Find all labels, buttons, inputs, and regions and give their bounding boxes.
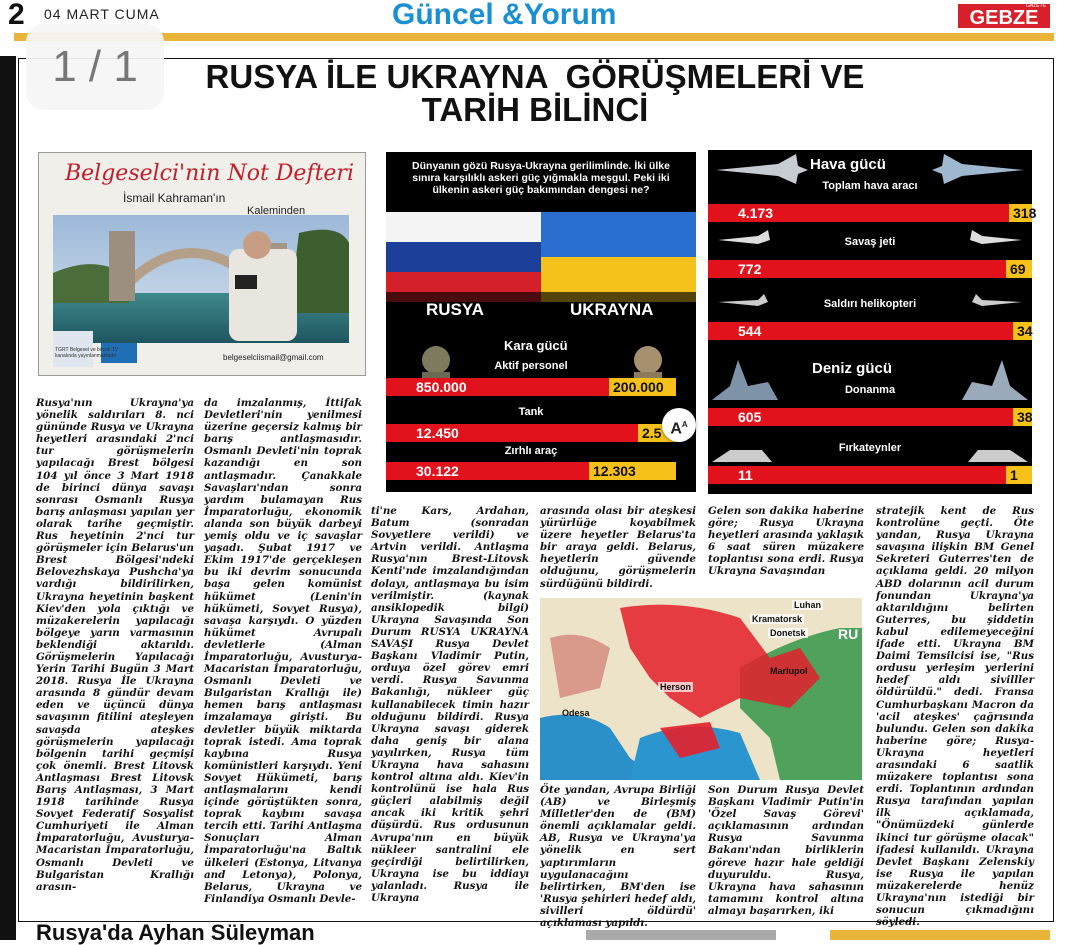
- russia-value: 772: [738, 261, 762, 277]
- headline-line-1: RUSYA İLE UKRAYNA GÖRÜŞMELERİ VE: [205, 58, 865, 95]
- stat-label: Toplam hava aracı: [822, 180, 918, 192]
- stat-label: Donanma: [844, 384, 896, 396]
- russia-value: 850.000: [416, 379, 467, 395]
- infographic-intro: Dünyanın gözü Rusya-Ukrayna gerilimlinde. İki ülke sınıra karşılıklı askeri güç yığmakla meşgul. Peki iki ülkenin askeri güç bakımından dengesi ne?: [412, 160, 670, 196]
- bottom-rule: [830, 930, 1050, 940]
- column-subtitle: Kaleminden: [247, 205, 306, 217]
- column-caption: TGRT Belgesel ve birçok TV kanalında yayınlanmaktadır: [55, 347, 119, 359]
- stat-label: Fırkateynler: [838, 442, 902, 454]
- ukraine-value: 318: [1013, 205, 1037, 221]
- ukraine-value: 200.000: [613, 379, 664, 395]
- column-title: Belgeselci'nin Not Defteri: [65, 161, 354, 186]
- map-label: Donetsk: [770, 628, 806, 638]
- logo-small-text: GAZETE: [1025, 3, 1046, 9]
- stat-label: Zırhlı araç: [504, 445, 558, 457]
- russia-value: 11: [738, 467, 753, 483]
- air-forces-title: Hava gücü: [810, 156, 886, 173]
- font-size-glyph: A: [670, 420, 682, 438]
- land-forces-title: Kara gücü: [504, 338, 568, 353]
- logo-text: GEBZE: [969, 7, 1039, 29]
- war-map: [540, 598, 862, 780]
- header-rule: [14, 33, 1054, 41]
- section-title: Güncel &Yorum: [392, 0, 617, 31]
- ukraine-value: 2.5: [642, 425, 662, 441]
- issue-date: 04 MART CUMA: [44, 6, 160, 22]
- map-label: Odesa: [562, 708, 590, 718]
- ukraine-value: 12.303: [593, 463, 636, 479]
- map-label: Mariupol: [770, 666, 808, 676]
- column-banner-graphic: [39, 153, 365, 375]
- russia-value: 30.122: [416, 463, 459, 479]
- article-column-5-top: Gelen son dakika haberine göre; Rusya Ukrayna heyetleri arasında yaklaşık 6 saat süren müzakere toplantısı sona erdi. Rusya Ukrayna Savaşından: [708, 505, 864, 578]
- stat-label: Savaş jeti: [844, 236, 896, 248]
- bottom-image-edge: [586, 930, 776, 940]
- article-column-1: Rusya'nın Ukrayna'ya yönelik saldırıları 8. nci gününde Rusya ve Ukrayna heyetleri arasındaki 2'nci tur görüşmelerin yapılacağı Brest bölgesi 104 yıl önce 3 Mart 1918 de birinci dünya savaşı sonrası Osmanlı Rusya barış anlaşması yapılan yer olarak tarihe geçmiştir. Rus heyetinin 2'nci tur görüşmeler için Belarus'un Brest Bölgesi'ndeki Belovezhskaya Pushcha'ya vardığı bildirilirken, Ukrayna heyetinin başkent Kiev'den yola çıktığı ve müzakerelerin yapılacağı bölgeye yarın varmasının beklendiği aktarıldı. Görüşmelerin Yapılacağı Yerin Tarihi Bugün 3 Mart 2018. Rusya İle Ukrayna arasında 8 gündür devam eden ve üçüncü dünya savaşının fitilini ateşleyen savaşda ateşkes görüşmelerin yapılacağı bölgenin tarihi geçmişi çok önemli. Brest Litovsk Antlaşması Brest Litovsk Barış Antlaşması, 3 Mart 1918 tarihinde Rusya Sovyet Federatif Sosyalist Cumhuriyeti ile Alman İmparatorluğu, Avusturya-Macaristan İmparatorluğu, Osmanlı Devleti ve Bulgaristan Krallığı arasın-: [36, 397, 194, 893]
- ukraine-value: 1: [1010, 467, 1018, 483]
- newspaper-logo: [958, 4, 1050, 28]
- column-email: belgeselciismail@gmail.com: [223, 353, 324, 362]
- article-column-3: ti'ne Kars, Ardahan, Batum (sonradan Sovyetlere verildi) ve Artvin verildi. Antlaşma Rusya'nın Brest-Litovsk Kenti'nde imzalandığından dolayı, antlaşmaya bu isim verilmiştir. (kaynak ansiklopedik bilgi) Ukrayna Savaşında Son Durum RUSYA UKRAYNA SAVAŞI Rusya Devlet Başkanı Vladimir Putin, orduya özel görev emri verdi. Rusya Savunma Bakanlığı, nükleer güç kullanabilecek timin hazır olduğunu bildirdi. Rusya Ukrayna savaşı giderek daha geniş bir alana yayılırken, Rusya tüm Ukrayna hava sahasını kontrol altına aldı. Kiev'in kontrolünü ise hala Rus güçleri alabilmiş değil ancak iki kritik şehri düşürdü. Rus ordusunun Avrupa'nın en büyük nükleer santralini ele geçirdiği belirtilirken, Ukrayna ise bu iddiayı yalanladı. Rusya ile Ukrayna: [371, 505, 529, 904]
- page-indicator[interactable]: 1 / 1: [26, 24, 164, 110]
- font-size-button[interactable]: $A^A$: [662, 408, 696, 442]
- article-column-4-top: arasında olası bir ateşkesi yürürlüğe koyabilmek üzere heyetler Belarus'ta bir araya geldi. Belarus, heyetlerin güvende olduğunu, görüşmelerin sürdüğünü bildirdi.: [540, 505, 696, 590]
- article-column-4-bottom: Öte yandan, Avrupa Birliği (AB) ve Birleşmiş Milletler'den de (BM) önemli açıklamalar geldi. AB, Rusya ve Ukrayna'ya yönelik en sert yaptırımların uygulanacağını belirtirken, BM'den ise 'Rusya şehirleri hedef aldı, sivilleri öldürdü' açıklaması yapıldı.: [540, 784, 696, 930]
- column-banner-image: [38, 152, 366, 376]
- russia-value: 12.450: [416, 425, 459, 441]
- ukraine-value: 69: [1010, 261, 1026, 277]
- country-ukraine: UKRAYNA: [570, 300, 654, 319]
- page-number: 2: [8, 0, 25, 31]
- ukraine-value: 38: [1017, 409, 1033, 425]
- infographic-land-forces: [386, 152, 696, 492]
- country-russia: RUSYA: [426, 300, 484, 319]
- stat-label: Tank: [518, 406, 544, 418]
- infographic-air-naval-forces: [708, 150, 1037, 494]
- map-label: RU: [838, 626, 859, 642]
- map-label: Luhan: [794, 600, 821, 610]
- headline-line-2: TARİH BİLİNCİ: [421, 91, 649, 128]
- war-map-graphic: [540, 598, 862, 780]
- stat-label: Saldırı helikopteri: [823, 298, 917, 310]
- naval-forces-title: Deniz gücü: [812, 360, 893, 377]
- map-label: Herson: [660, 682, 692, 692]
- article-column-5-bottom: Son Durum Rusya Devlet Başkanı Vladimir Putin'in 'Özel Savaş Görevi' açıklamasının ardından Rusya Savunma Bakanı'ndan birliklerin göreve hazır hale geldiği duyuruldu. Rusya, Ukrayna hava sahasının tamamını kontrol altına almayı başarırken, iki: [708, 784, 864, 917]
- map-label: Kramatorsk: [752, 614, 803, 624]
- russia-value: 544: [738, 323, 762, 339]
- headline: [110, 60, 960, 126]
- article-column-2: da imzalanmış, İttifak Devletleri'nin yenilmesi üzerine geçersiz kalmış bir barış antlaşmasıdır. Osmanlı Devleti'nin toprak kazandığı en son antlaşmadır. Çanakkale Savaşları'ndan sonra yardım bulamayan Rus İmparatorluğu, ekonomik alanda son büyük darbeyi yemiş oldu ve iç savaşlar yaşadı. Şubat 1917 ve Ekim 1917'de gerçekleşen bu iki devrim sonucunda başa gelen komünist hükümet (Lenin'in hükümeti, Sovyet Rusya), savaşa karşıydı. O yüzden hükümet Avrupalı devletlerle (Alman İmparatorluğu, Avusturya-Macaristan İmparatorluğu, Osmanlı Devleti ve Bulgaristan Krallığı ile) hemen barış antlaşması imzalamaya girişti. Bu devletler büyük miktarda toprak istedi. Ama toprak kaybına Rusya komünistleri karşıydı. Yeni Sovyet Hükümeti, barış antlaşmalarını kendi içinde görüştükten sonra, toprak kaybını savaşa tercih etti. Tarihi Antlaşma Sonuçları Alman İmparatorluğu'na Baltık ülkeleri (Estonya, Litvanya and Letonya), Polonya, Belarus, Ukrayna ve Finlandiya Osmanlı Devle-: [204, 397, 362, 905]
- ukraine-value: 34: [1017, 323, 1033, 339]
- next-article-title: Rusya'da Ayhan Süleyman: [36, 920, 315, 945]
- russia-value: 4.173: [738, 205, 774, 221]
- column-author: İsmail Kahraman'ın: [123, 191, 226, 205]
- article-column-6: stratejik kent de Rus kontrolüne geçti. Öte yandan, Rusya Ukrayna savaşına ilişkin BM Genel Sekreteri Guterres'ten de açıklama geldi. 20 milyon ABD dolarının acil durum fonundan Ukrayna'ya aktarıldığını belirten Guterres, bu şiddetin kabul edilemeyeceğini ifade etti. Ukrayna BM Daimi Temsilcisi ise, "Rus ordusu yerleşim yerlerini hedef aldı sivilller öldürüldü." dedi. Fransa Cumhurbaşkanı Macron da 'acil ateşkes' çağrısında bulundu. Gelen son dakika haberine göre; Rusya-Ukrayna heyetleri arasındaki 6 saatlik müzakere toplantısı sona erdi. Toplantının ardından Rusya tarafından yapılan ilk açıklamada, "Önümüzdeki günlerde ikinci tur görüşme olacak" ifadesi kullanıldı. Ukrayna Devlet Başkanı Zelenskiy ise Rusya ile yapılan müzakerelerde henüz Ukrayna'nın istediği bir sonucun çıkmadığını söyledi.: [876, 505, 1034, 929]
- russia-value: 605: [738, 409, 762, 425]
- page-edge: [0, 56, 16, 940]
- stat-label: Aktif personel: [494, 360, 568, 372]
